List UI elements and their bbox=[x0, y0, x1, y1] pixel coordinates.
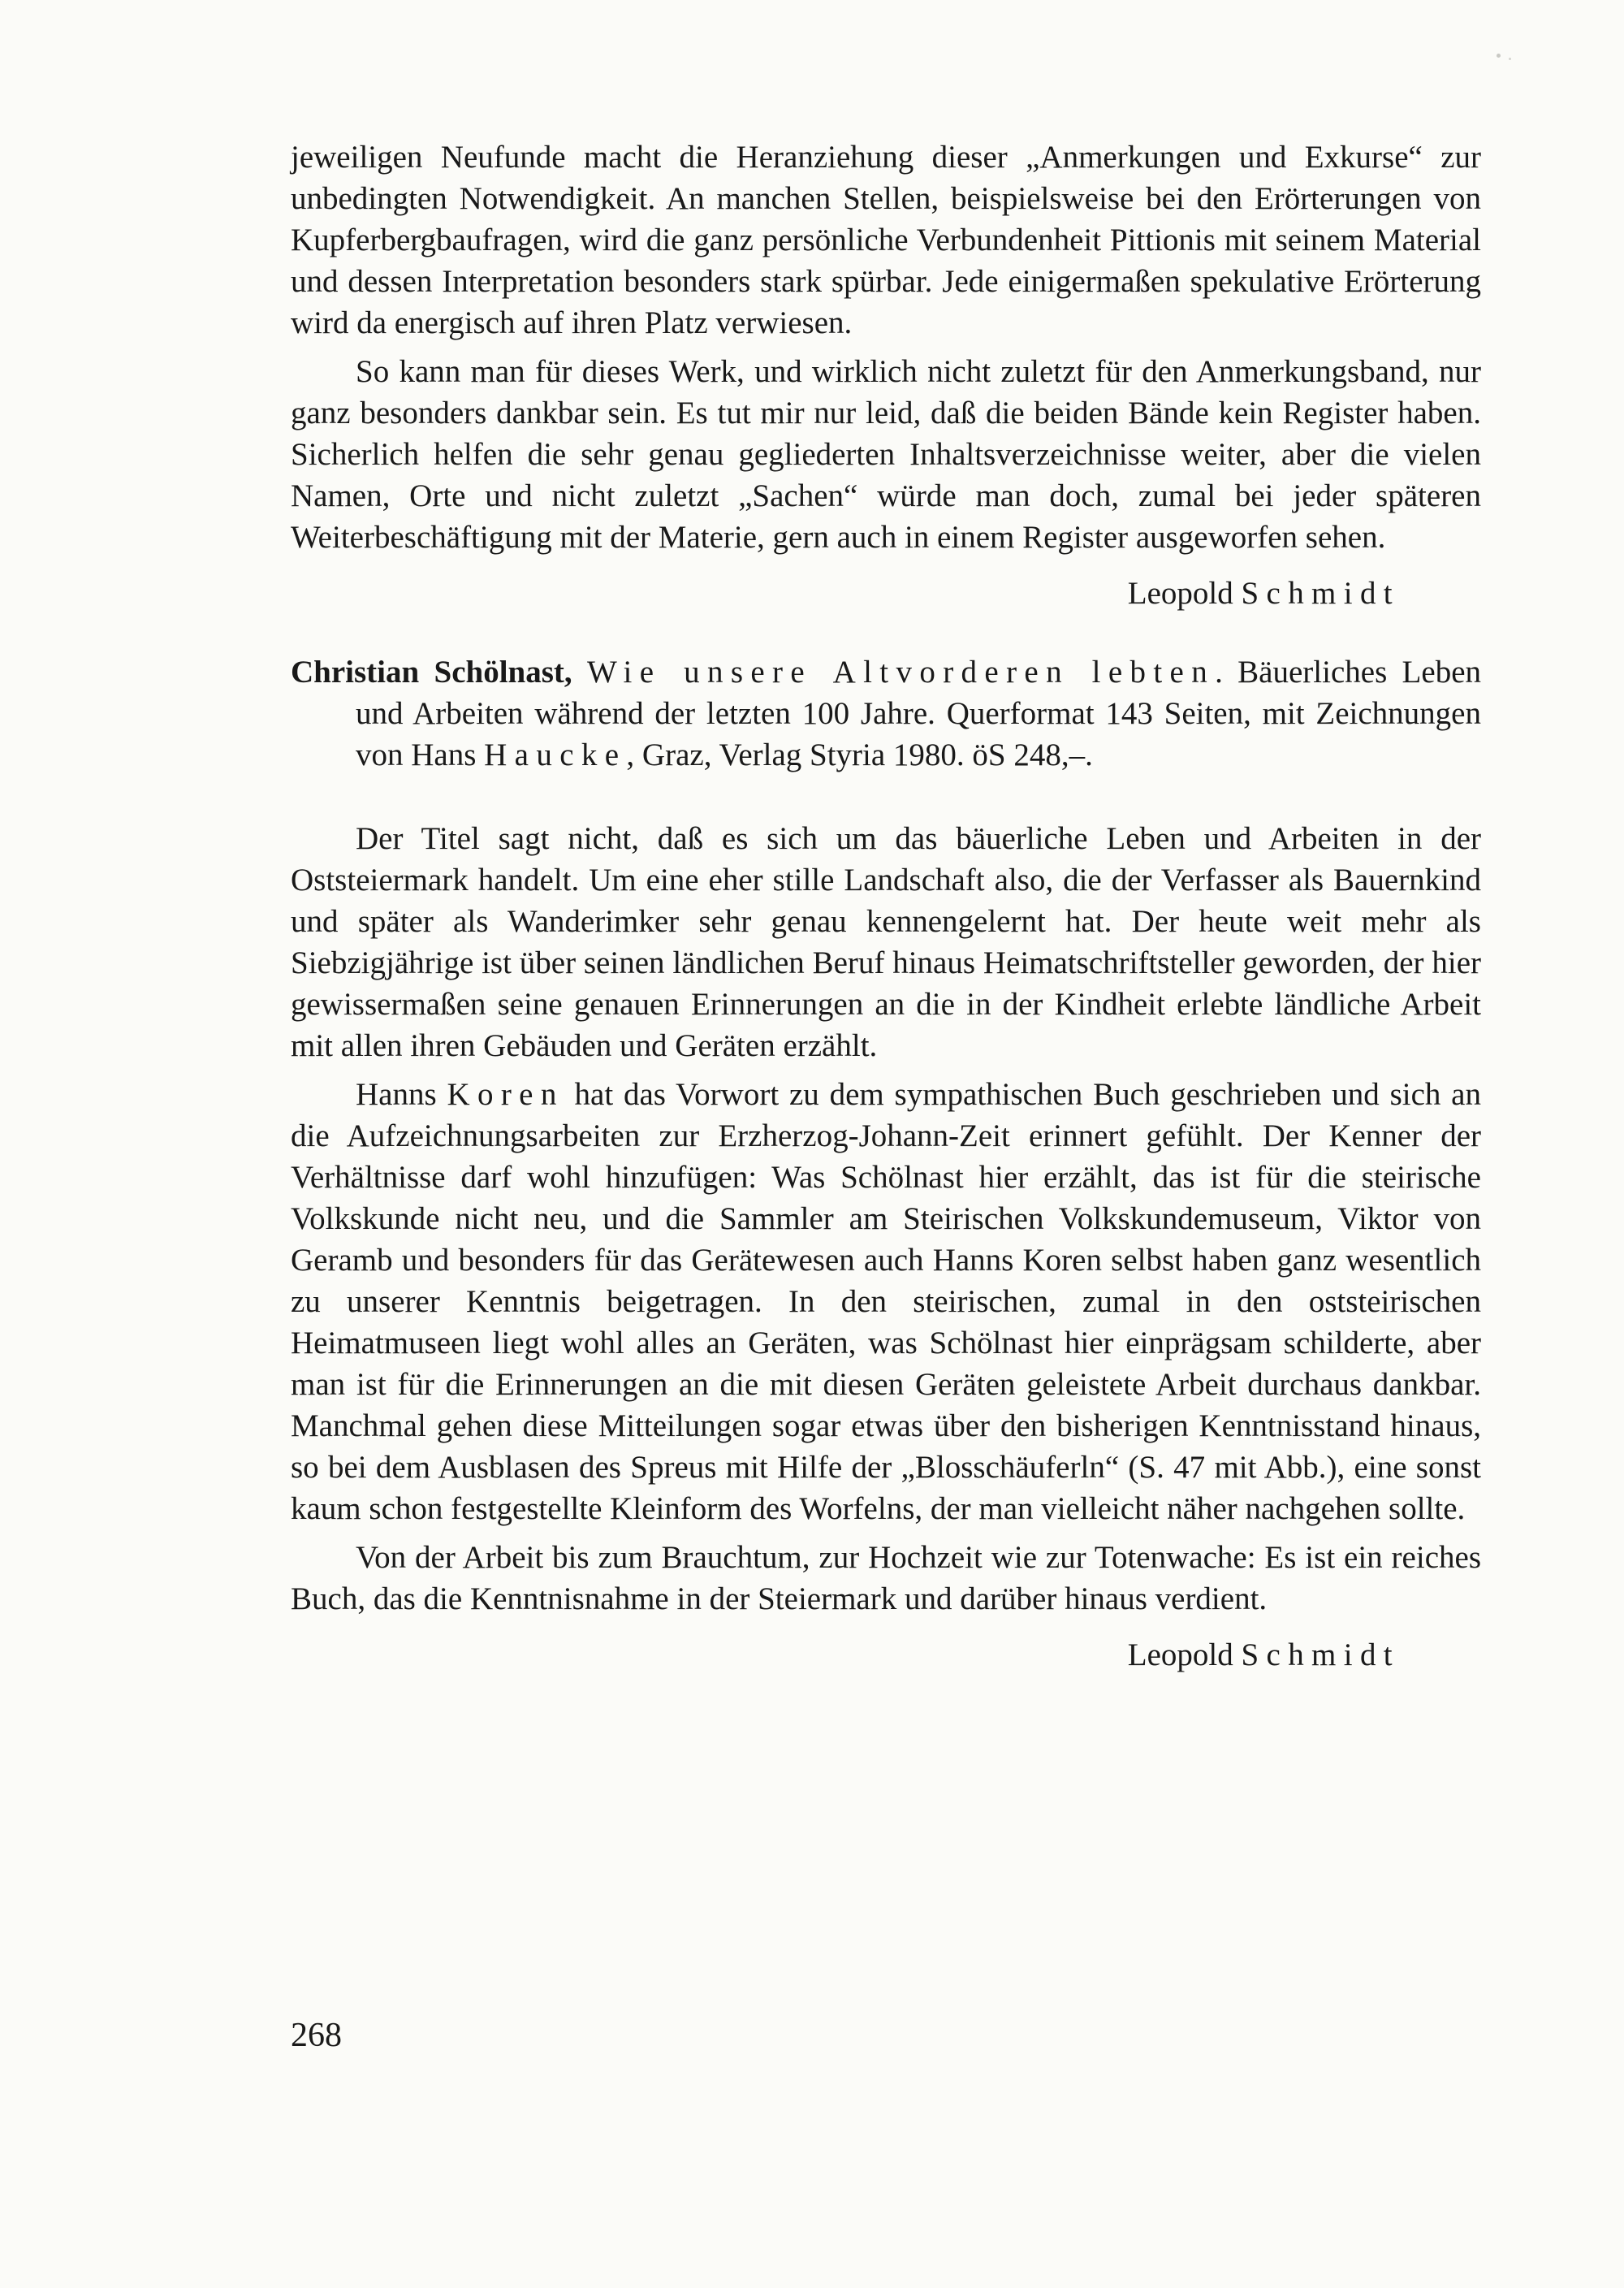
paragraph-lead: Hanns bbox=[356, 1077, 447, 1112]
reviewer-family-name: Schmidt bbox=[1241, 576, 1400, 611]
body-paragraph bbox=[291, 1074, 1481, 1529]
body-paragraph bbox=[291, 351, 1481, 558]
review-citation bbox=[291, 651, 1481, 776]
book-illustrator: Haucke bbox=[484, 737, 627, 772]
body-paragraph bbox=[291, 1537, 1481, 1620]
page-number: 268 bbox=[291, 2017, 342, 2054]
reviewer-signature bbox=[291, 573, 1481, 614]
paragraph-text: hat das Vorwort zu dem sympathischen Buch geschrieben und sich an die Aufzeichnungsarbeiten zur Erzherzog-Johann-Zeit erinnert gefühlt. Der Kenner der Verhältnisse darf wohl hinzufügen: Was Schölnast hier erzählt, das ist für die steirische Volkskunde nicht neu, und die Sammler am Steirischen Volkskundemuseum, Viktor von Geramb und besonders für das Gerätewesen auch Hanns Koren selbst haben ganz wesentlich zu unserer Kenntnis beigetragen. In den steirischen, zumal in den oststeirischen Heimatmuseen liegt wohl alles an Geräten, was Schölnast hier einprägsam schilderte, aber man ist für die Erinnerungen an die mit diesen Geräten geleistete Arbeit durchaus dankbar. Manchmal gehen diese Mitteilungen sogar etwas über den bisherigen Kenntnisstand hinaus, so bei dem Ausblasen des Spreus mit Hilfe der „Blosschäuferln“ (S. 47 mit Abb.), eine sonst kaum schon festgestellte Kleinform des Worfelns, der man vielleicht näher nachgehen sollte. bbox=[291, 1077, 1481, 1526]
book-author: Christian Schölnast, bbox=[291, 655, 587, 690]
reviewer-family-name: Schmidt bbox=[1241, 1637, 1400, 1672]
reviewer-given-name: Leopold bbox=[1127, 1637, 1242, 1672]
book-details-part2: , Graz, Verlag Styria 1980. öS 248,–. bbox=[626, 737, 1093, 772]
paragraph-text: Von der Arbeit bis zum Brauchtum, zur Hochzeit wie zur Totenwache: Es ist ein reiches Buch, das die Kenntnisnahme in der Steiermark und darüber hinaus verdient. bbox=[291, 1540, 1481, 1616]
scan-artifact bbox=[1497, 54, 1501, 58]
book-title: Wie unsere Altvorderen lebten bbox=[586, 655, 1216, 690]
text-column bbox=[291, 136, 1481, 1703]
reviewer-signature bbox=[291, 1634, 1481, 1676]
paragraph-text: jeweiligen Neufunde macht die Heranziehung dieser „Anmerkungen und Exkurse“ zur unbedingten Notwendigkeit. An manchen Stellen, beispielsweise bei den Erörterungen von Kupferbergbaufragen, wird die ganz persönliche Verbundenheit Pittionis mit seinem Material und dessen Interpretation besonders stark spürbar. Jede einigermaßen spekulative Erörterung wird da energisch auf ihren Platz verwiesen. bbox=[291, 140, 1481, 340]
person-name-koren: Koren bbox=[447, 1077, 564, 1112]
body-paragraph bbox=[291, 818, 1481, 1066]
paragraph-text: Der Titel sagt nicht, daß es sich um das bäuerliche Leben und Arbeiten in der Oststeiermark handelt. Um eine eher stille Landschaft also, die der Verfasser als Bauernkind und später als Wanderimker sehr genau kennengelernt hat. Der heute weit mehr als Siebzigjährige ist über seinen ländlichen Beruf hinaus Heimatschriftsteller geworden, der hier gewissermaßen seine genauen Erinnerungen an die in der Kindheit erlebte ländliche Arbeit mit allen ihren Gebäuden und Geräten erzählt. bbox=[291, 821, 1481, 1063]
paragraph-text: So kann man für dieses Werk, und wirklich nicht zuletzt für den Anmerkungsband, nur ganz besonders dankbar sein. Es tut mir nur leid, daß die beiden Bände kein Register haben. Sicherlich helfen die sehr genau gegliederten Inhaltsverzeichnisse weiter, aber die vielen Namen, Orte und nicht zuletzt „Sachen“ würde man doch, zumal bei jeder späteren Weiterbeschäftigung mit der Materie, gern auch in einem Register ausgeworfen sehen. bbox=[291, 354, 1481, 555]
book-details-part1: . Bäuerliches Leben und Arbeiten während der letzten 100 Jahre. Querformat 143 Seiten, mit Zeichnungen von Hans bbox=[356, 655, 1481, 772]
body-paragraph-continuation bbox=[291, 136, 1481, 344]
reviewer-given-name: Leopold bbox=[1127, 576, 1242, 611]
